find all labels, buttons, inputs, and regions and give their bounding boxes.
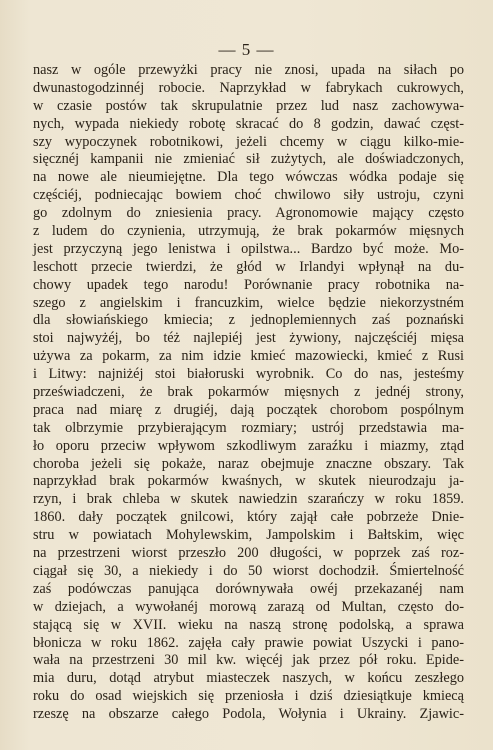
text-line: sięcznéj kampanii nie zmieniać sił zużytych, ale doświadczonych,: [33, 151, 464, 168]
text-line: błonicza w roku 1862. zajęła cały prawie powiat Uszycki i pano-: [33, 634, 464, 651]
text-line: na nowe ale nieumiejętne. Dla tego wówczas wódka podaje się: [33, 169, 464, 186]
text-line: zaś podówczas panująca dorównywała owéj przekazanéj nam: [33, 580, 464, 597]
text-line: ło oporu przeciw wpływom szkodliwym zaraźku i miazmy, ztąd: [33, 437, 464, 454]
text-line: naprzykład brak pokarmów kwaśnych, w skutek nieurodzaju ja-: [33, 473, 464, 490]
text-line: dwunastogodzinnéj robocie. Naprzykład w fabrykach cukrowych,: [33, 79, 464, 96]
text-line: wała na przestrzeni 30 mil kw. więcéj jak przez pół roku. Epide-: [33, 652, 464, 669]
text-line: nych, wypada niekiedy robotę skracać do 8 godzin, dawać częst-: [33, 115, 464, 132]
text-line: 1860. dały początek gnilcowi, który zajął całe pobrzeże Dnie-: [33, 509, 464, 526]
text-line: stoi najwyżéj, bo téż najlepiéj jest żywiony, najczęściéj mięsa: [33, 330, 464, 347]
text-line: leschott przecie twierdzi, że głód w Irlandyi wpłynął na du-: [33, 258, 464, 275]
text-line: na przestrzeni wiorst przeszło 200 długości, w poprzek zaś roz-: [33, 545, 464, 562]
text-line: nasz w ogóle przewyżki pracy nie znosi, upada na siłach po: [33, 62, 464, 78]
text-line: dla słowiańskiego kmiecia; z jednoplemiennych zaś poznański: [33, 312, 464, 329]
text-line: jest przyczyną jego lenistwa i opilstwa... Bardzo być może. Mo-: [33, 240, 464, 257]
text-line: mia duru, dotąd atrybut miasteczek naszych, w końcu zeszłego: [33, 670, 464, 687]
text-line: praca nad miarę z drugiéj, dają początek chorobom pospólnym: [33, 401, 464, 418]
text-line: w czasie postów tak skrupulatnie przez lud nasz zachowywa-: [33, 97, 464, 114]
text-line: roku do osad wiejskich się przeniosła i dziś dziesiątkuje kmiecą: [33, 688, 464, 705]
body-text: [33, 62, 464, 724]
text-line: go zdolnym do zniesienia pracy. Agronomowie mający często: [33, 205, 464, 222]
page-number: — 5 —: [218, 40, 275, 59]
text-line: stającą się w XVII. wieku na naszą stronę podolską, a sprawa: [33, 616, 464, 633]
text-line: stru w powiatach Mohylewskim, Jampolskim i Bałtskim, więc: [33, 527, 464, 544]
text-line: i Litwy: najniżéj stoi białoruski wyrobnik. Co do nas, jesteśmy: [33, 366, 464, 383]
text-line: choroba jeżeli się pokaże, naraz obejmuje znaczne obszary. Tak: [33, 455, 464, 472]
text-line: w dziejach, a wywołanéj morową zarazą od Multan, często do-: [33, 598, 464, 615]
text-line: rzeszę na obszarze całego Podola, Wołynia i Ukrainy. Zjawic-: [33, 706, 464, 723]
text-line: częściéj, podniecając bowiem choć chwilowo siły ustroju, czyni: [33, 187, 464, 204]
text-line: używa za pokarm, za nim idzie kmieć mazowiecki, kmieć z Rusi: [33, 348, 464, 365]
text-line: chowy upadek tego narodu! Porównanie pracy robotnika na-: [33, 276, 464, 293]
text-line: rzyn, i brak chleba w skutek nawiedzin szarańczy w roku 1859.: [33, 491, 464, 508]
text-line: szego z angielskim i francuzkim, wielce będzie niekorzystném: [33, 294, 464, 311]
text-line: z ludem do czynienia, utrzymują, że brak pokarmów mięsnych: [33, 223, 464, 240]
text-line: przeświadczeni, że brak pokarmów mięsnych z jednéj strony,: [33, 384, 464, 401]
text-line: szy wypoczynek robotnikowi, jeżeli chcemy w ciągu kilko-mie-: [33, 133, 464, 150]
text-line: ciągał się 30, a niekiedy i do 50 wiorst dochodził. Śmiertelność: [33, 562, 464, 579]
text-line: tak olbrzymie przybierającym rozmiary; ustrój przedstawia ma-: [33, 419, 464, 436]
